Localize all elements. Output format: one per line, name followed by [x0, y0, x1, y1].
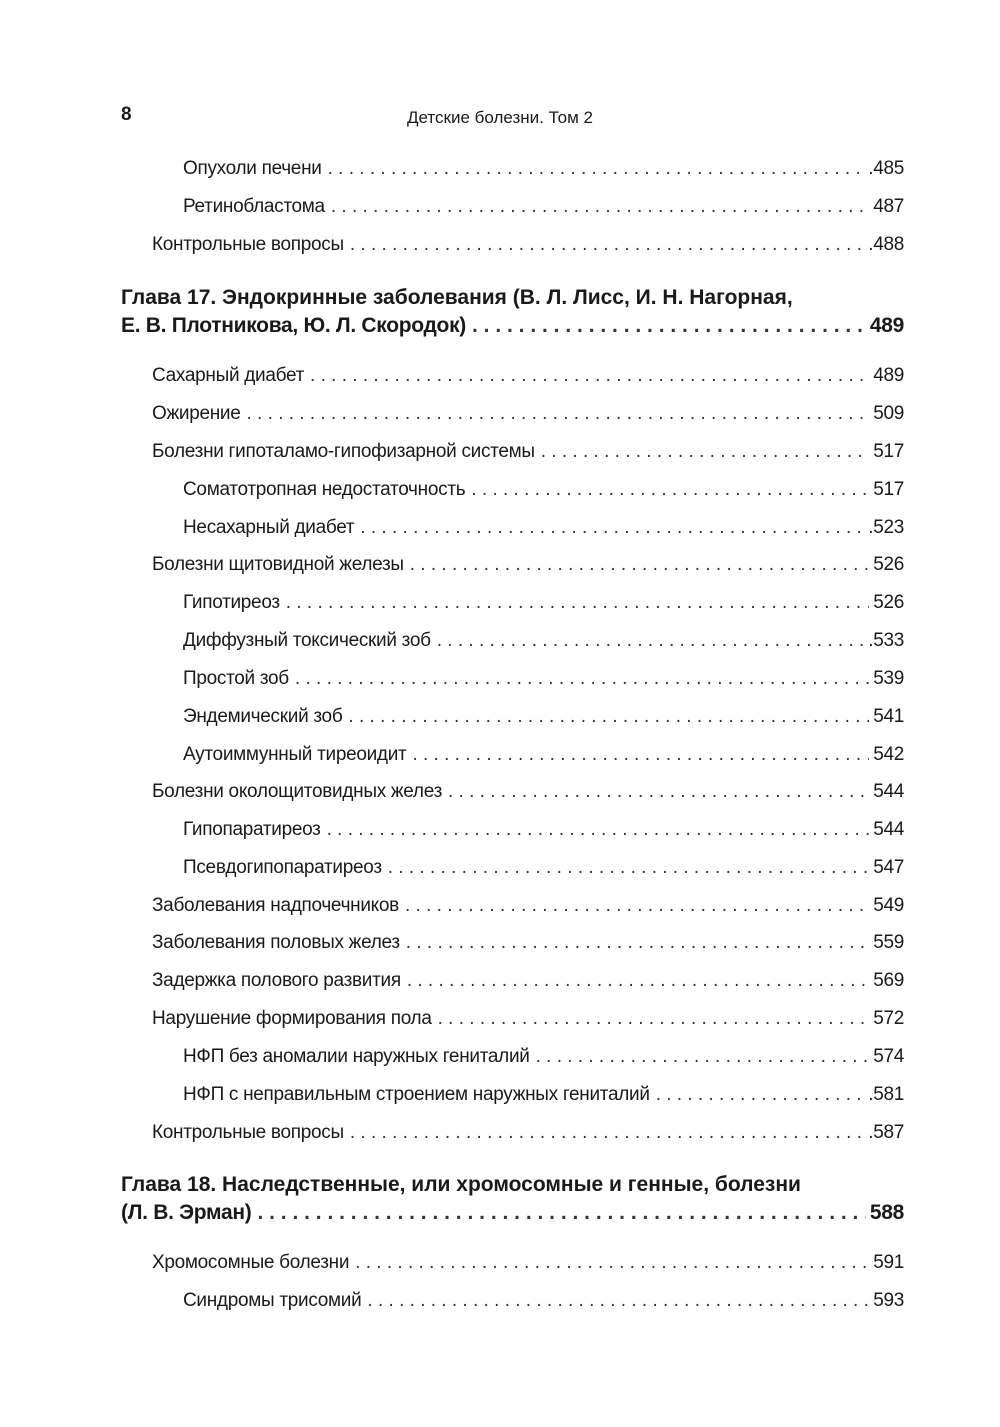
leader-dots — [348, 705, 869, 729]
toc-entry-page: 544 — [873, 781, 904, 802]
leader-dots — [247, 402, 870, 426]
chapter-17-title-line2[interactable] — [121, 312, 904, 340]
toc-entry-title: Аутоиммунный тиреоидит — [183, 744, 407, 765]
toc-entry[interactable] — [183, 157, 904, 181]
leader-dots — [412, 743, 869, 767]
toc-entry[interactable] — [183, 516, 904, 540]
toc-entry-page: .485 — [868, 158, 904, 179]
toc-entry-title: Контрольные вопросы — [152, 1122, 344, 1143]
leader-dots — [388, 856, 869, 880]
toc-entry[interactable] — [183, 195, 904, 219]
leader-dots — [536, 1045, 870, 1069]
toc-entry-title: Синдромы трисомий — [183, 1290, 362, 1311]
toc-entry-title: Диффузный токсический зоб — [183, 630, 431, 651]
toc-entry-title: Опухоли печени — [183, 158, 322, 179]
toc-entry-title: Гипотиреоз — [183, 592, 280, 613]
page-number: 8 — [121, 104, 132, 125]
leader-dots — [355, 1251, 869, 1275]
toc-entry-title: Соматотропная недостаточность — [183, 479, 466, 500]
leader-dots — [350, 1121, 864, 1145]
toc-entry-title: НФП без аномалии наружных гениталий — [183, 1046, 530, 1067]
toc-entry[interactable] — [183, 818, 904, 842]
toc-entry-title: Гипопаратиреоз — [183, 819, 321, 840]
leader-dots — [410, 553, 869, 577]
toc-entry-title: Простой зоб — [183, 668, 289, 689]
toc-entry-page: 487 — [873, 196, 904, 217]
toc-entry-title: НФП с неправильным строением наружных гениталий — [183, 1084, 650, 1105]
toc-entry-page: 544 — [873, 819, 904, 840]
leader-dots — [406, 931, 869, 955]
leader-dots — [310, 364, 869, 388]
toc-entry-page: .523 — [868, 517, 904, 538]
toc-entry-page: 526 — [873, 554, 904, 575]
toc-entry-page: 526 — [873, 592, 904, 613]
toc-entry-page: 549 — [873, 895, 904, 916]
leader-dots — [295, 667, 869, 691]
chapter-18-page: 588 — [869, 1201, 904, 1224]
toc-entry-page: 593 — [873, 1290, 904, 1311]
toc-entry[interactable] — [152, 1251, 904, 1275]
toc-entry-title: Задержка полового развития — [152, 970, 401, 991]
leader-dots — [328, 157, 865, 181]
leader-dots — [472, 312, 866, 340]
toc-entry[interactable] — [152, 440, 904, 464]
toc-entry[interactable] — [183, 667, 904, 691]
leader-dots — [257, 1199, 865, 1227]
toc-entry-title: Болезни гипоталамо-гипофизарной системы — [152, 441, 535, 462]
toc-entry-page: 509 — [873, 403, 904, 424]
chapter-17-title[interactable]: Глава 17. Эндокринные заболевания (В. Л. Лисс, И. Н. Нагорная, — [121, 286, 793, 309]
toc-entry-title: Заболевания половых желез — [152, 932, 400, 953]
toc-entry-title: Псевдогипопаратиреоз — [183, 857, 382, 878]
leader-dots — [407, 969, 869, 993]
leader-dots — [437, 629, 865, 653]
toc-entry[interactable] — [183, 856, 904, 880]
toc-entry-page: 489 — [873, 365, 904, 386]
toc-entry-page: 517 — [873, 479, 904, 500]
toc-entry-title: Нарушение формирования пола — [152, 1008, 432, 1029]
toc-entry[interactable] — [152, 780, 904, 804]
toc-entry-title: Эндемический зоб — [183, 706, 343, 727]
toc-entry[interactable] — [152, 931, 904, 955]
toc-entry[interactable] — [183, 743, 904, 767]
toc-entry-page: 572 — [873, 1008, 904, 1029]
chapter-17-title-end: Е. В. Плотникова, Ю. Л. Скородок) — [121, 314, 466, 337]
chapter-18-title-line2[interactable] — [121, 1199, 904, 1227]
toc-entry[interactable] — [183, 705, 904, 729]
toc-entry-page: 559 — [873, 932, 904, 953]
toc-entry-title: Сахарный диабет — [152, 365, 305, 386]
leader-dots — [327, 818, 870, 842]
chapter-18-title[interactable]: Глава 18. Наследственные, или хромосомные и генные, болезни — [121, 1173, 801, 1196]
toc-entry[interactable] — [183, 1045, 904, 1069]
toc-entry-page: 569 — [873, 970, 904, 991]
leader-dots — [438, 1007, 870, 1031]
toc-entry-title: Заболевания надпочечников — [152, 895, 399, 916]
leader-dots — [331, 195, 869, 219]
toc-entry[interactable] — [183, 629, 904, 653]
toc-entry[interactable] — [183, 1289, 904, 1313]
toc-entry-title: Ретинобластома — [183, 196, 325, 217]
toc-entry-title: Контрольные вопросы — [152, 234, 344, 255]
toc-entry[interactable] — [152, 402, 904, 426]
toc-entry-page: .587 — [868, 1122, 904, 1143]
leader-dots — [286, 591, 869, 615]
leader-dots — [541, 440, 869, 464]
toc-entry[interactable] — [183, 478, 904, 502]
toc-entry[interactable] — [183, 1083, 904, 1107]
leader-dots — [360, 516, 864, 540]
toc-entry[interactable] — [152, 1007, 904, 1031]
toc-entry-page: 539 — [873, 668, 904, 689]
toc-entry-page: 574 — [873, 1046, 904, 1067]
toc-entry-title: Несахарный диабет — [183, 517, 355, 538]
toc-entry-page: .488 — [868, 234, 904, 255]
toc-entry[interactable] — [152, 1121, 904, 1145]
toc-entry[interactable] — [152, 969, 904, 993]
toc-entry-page: 542 — [873, 744, 904, 765]
toc-entry-page: 591 — [873, 1252, 904, 1273]
toc-entry-page: 541 — [873, 706, 904, 727]
toc-entry-page: 547 — [873, 857, 904, 878]
leader-dots — [405, 894, 869, 918]
toc-entry-title: Ожирение — [152, 403, 241, 424]
leader-dots — [350, 233, 864, 257]
leader-dots — [471, 478, 869, 502]
toc-entry[interactable] — [152, 364, 904, 388]
toc-entry-page: 517 — [873, 441, 904, 462]
leader-dots — [367, 1289, 869, 1313]
toc-entry-title: Болезни околощитовидных желез — [152, 781, 442, 802]
running-title: Детские болезни. Том 2 — [407, 108, 593, 127]
chapter-17-page: 489 — [869, 314, 904, 337]
toc-entry[interactable] — [152, 553, 904, 577]
toc-entry-page: .533 — [868, 630, 904, 651]
toc-entry[interactable] — [152, 233, 904, 257]
leader-dots — [448, 780, 869, 804]
toc-entry[interactable] — [152, 894, 904, 918]
chapter-18-title-end: (Л. В. Эрман) — [121, 1201, 252, 1224]
toc-entry[interactable] — [183, 591, 904, 615]
leader-dots — [656, 1083, 865, 1107]
toc-entry-title: Хромосомные болезни — [152, 1252, 350, 1273]
toc-entry-title: Болезни щитовидной железы — [152, 554, 404, 575]
toc-entry-page: .581 — [868, 1084, 904, 1105]
